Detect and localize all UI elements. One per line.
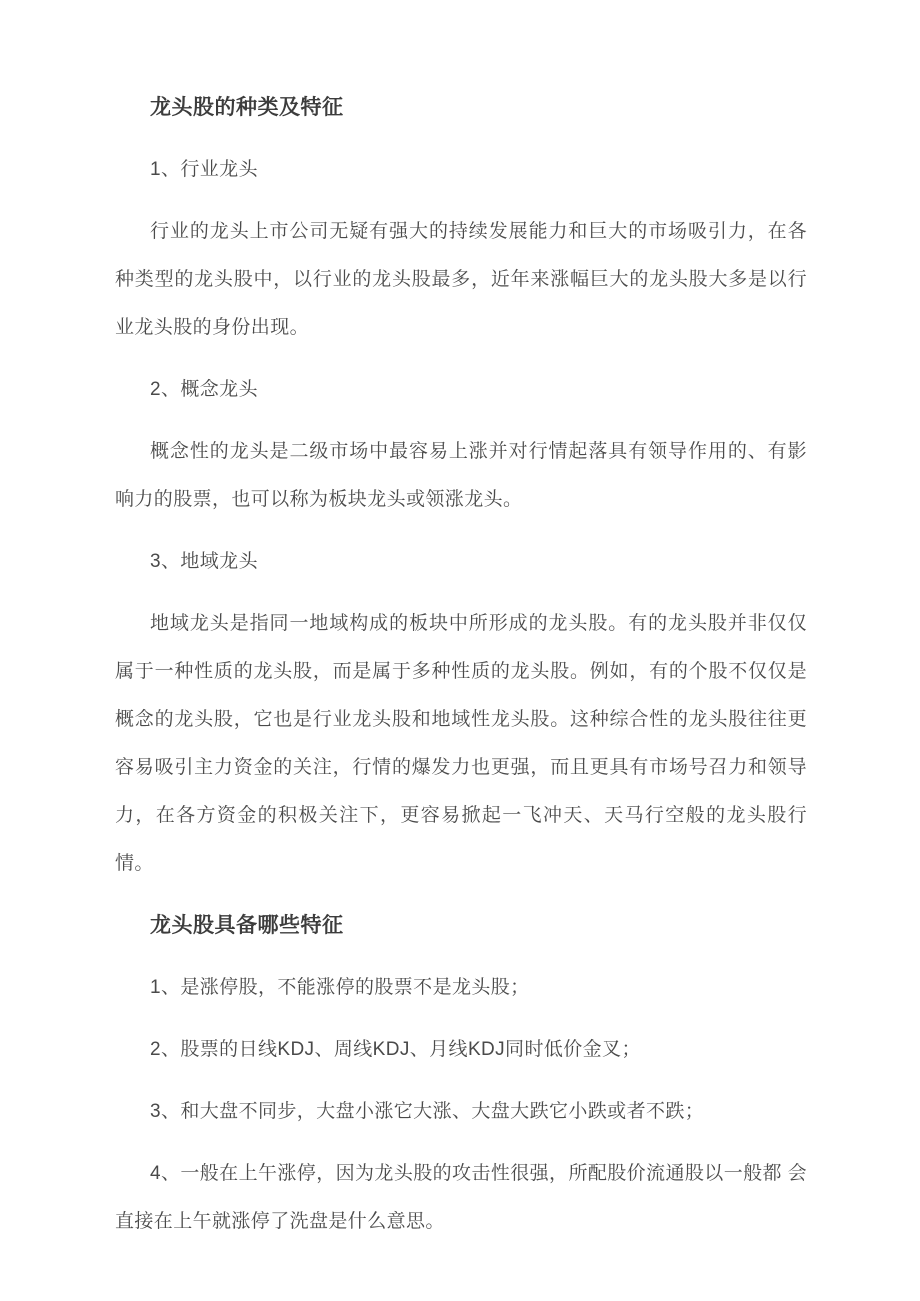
paragraph-industry-leader-description: 行业的龙头上市公司无疑有强大的持续发展能力和巨大的市场吸引力，在各 种类型的龙头股中，以行业的龙头股最多，近年来涨幅巨大的龙头股大多是以行 业龙头股的身份出现。 bbox=[115, 221, 807, 338]
section-heading-types-and-traits: 龙头股的种类及特征 bbox=[150, 96, 344, 119]
section-heading-leading-stock-traits: 龙头股具备哪些特征 bbox=[150, 914, 344, 937]
trait-item-4-morning-limit-up: 4、一般在上午涨停，因为龙头股的攻击性很强，所配股价流通股以一般都 会直接在上午就涨停了洗盘是什么意思。 bbox=[115, 1163, 807, 1232]
trait-item-1-limit-up: 1、是涨停股，不能涨停的股票不是龙头股； bbox=[150, 977, 530, 998]
list-item-industry-leader: 1、行业龙头 bbox=[150, 159, 258, 180]
list-item-concept-leader: 2、概念龙头 bbox=[150, 379, 258, 400]
document-content bbox=[115, 84, 807, 1246]
paragraph-concept-leader-description: 概念性的龙头是二级市场中最容易上涨并对行情起落具有领导作用的、有影 响力的股票，也可以称为板块龙头或领涨龙头。 bbox=[115, 441, 807, 510]
trait-item-2-kdj-golden-cross: 2、股票的日线KDJ、周线KDJ、月线KDJ同时低价金叉； bbox=[150, 1039, 641, 1060]
paragraph-regional-leader-description: 地域龙头是指同一地域构成的板块中所形成的龙头股。有的龙头股并非仅仅 属于一种性质的龙头股，而是属于多种性质的龙头股。例如，有的个股不仅仅是 概念的龙头股，它也是行业龙头股和地域性龙头股。这种综合性的龙头股往往更 容易吸引主力资金的关注，行情的爆发力也更强，而且更具有市场号召力和领导 力，在各方资金的积极关注下，更容易掀起一飞冲天、天马行空般的龙头股行情。 bbox=[115, 613, 807, 874]
trait-item-3-out-of-sync-with-market: 3、和大盘不同步，大盘小涨它大涨、大盘大跌它小跌或者不跌； bbox=[150, 1101, 705, 1122]
list-item-regional-leader: 3、地域龙头 bbox=[150, 551, 258, 572]
